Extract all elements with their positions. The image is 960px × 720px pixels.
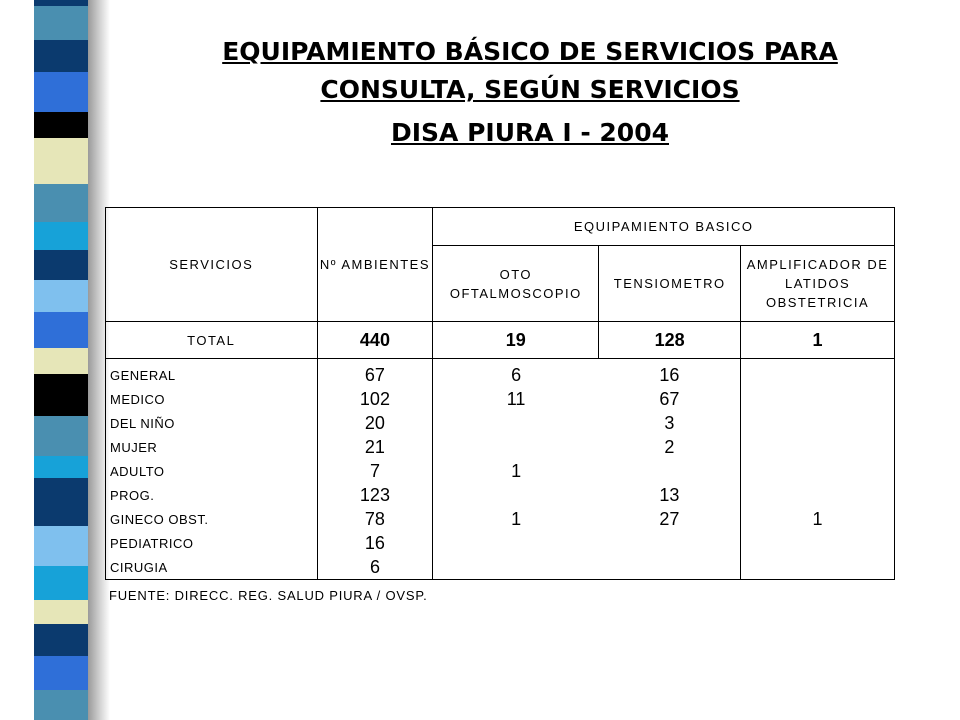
stripe-bar	[34, 250, 88, 280]
stripe-bar	[34, 566, 88, 600]
stripe-bar	[34, 112, 88, 138]
header-equipamiento: EQUIPAMIENTO BASICO	[433, 208, 895, 246]
stripe-bar	[34, 222, 88, 250]
total-label: TOTAL	[106, 322, 318, 359]
cell-tensiometro: 3	[664, 412, 675, 433]
stripe-bar	[34, 690, 88, 720]
cell-ambientes: 6	[317, 555, 433, 580]
total-oto: 19	[433, 322, 599, 359]
cell-tensiometro: 16	[659, 364, 680, 385]
cell-oto: 1	[511, 460, 522, 481]
stripe-edge	[0, 0, 34, 720]
source-note: FUENTE: DIRECC. REG. SALUD PIURA / OVSP.	[109, 588, 428, 603]
cell-oto	[433, 531, 599, 555]
cell-tensiometro	[599, 555, 741, 580]
table-row	[106, 507, 895, 531]
cell-label: MEDICO	[106, 387, 318, 411]
cell-amplificador: 1	[741, 507, 895, 531]
stripe-bar	[34, 40, 88, 72]
cell-amplificador	[741, 359, 895, 388]
cell-label: PEDIATRICO	[106, 531, 318, 555]
cell-oto	[433, 411, 599, 435]
cell-ambientes: 78	[317, 507, 433, 531]
cell-oto	[433, 435, 599, 459]
total-amplificador: 1	[741, 322, 895, 359]
header-amplificador: AMPLIFICADOR DE LATIDOS OBSTETRICIA	[741, 246, 895, 322]
stripe-bar	[34, 456, 88, 478]
title-line-2: CONSULTA, SEGÚN SERVICIOS	[320, 75, 740, 104]
table-row	[106, 359, 895, 388]
stripe-bar	[34, 280, 88, 312]
cell-oto: 1	[511, 508, 522, 529]
cell-tensiometro: 2	[664, 436, 675, 457]
stripe-bar	[34, 138, 88, 184]
cell-oto	[433, 483, 599, 507]
cell-oto	[433, 555, 599, 580]
stripe-bar	[34, 72, 88, 112]
table-row	[106, 555, 895, 580]
cell-tensiometro: 27	[659, 508, 680, 529]
decorative-stripe	[0, 0, 110, 720]
stripe-bar	[34, 416, 88, 456]
table-row	[106, 531, 895, 555]
stripe-bar	[34, 0, 88, 6]
cell-label: CIRUGIA	[106, 555, 318, 580]
stripe-bar	[34, 348, 88, 374]
table-row	[106, 483, 895, 507]
cell-amplificador	[741, 411, 895, 435]
cell-label: ADULTO	[106, 459, 318, 483]
stripe-bar	[34, 600, 88, 624]
cell-ambientes: 123	[317, 483, 433, 507]
cell-amplificador	[741, 459, 895, 483]
stripe-bar	[34, 374, 88, 416]
table-row	[106, 411, 895, 435]
cell-amplificador	[741, 555, 895, 580]
cell-ambientes: 21	[317, 435, 433, 459]
cell-label: MUJER	[106, 435, 318, 459]
cell-oto: 11	[506, 388, 526, 409]
cell-amplificador	[741, 531, 895, 555]
stripe-bar	[34, 526, 88, 566]
title-line-1: EQUIPAMIENTO BÁSICO DE SERVICIOS PARA	[222, 37, 838, 66]
cell-ambientes: 67	[317, 359, 433, 388]
cell-amplificador	[741, 483, 895, 507]
cell-tensiometro: 13	[659, 484, 680, 505]
stripe-bar	[34, 478, 88, 526]
cell-oto: 6	[511, 364, 522, 385]
table-row	[106, 387, 895, 411]
title-line-3: DISA PIURA I - 2004	[390, 118, 669, 147]
cell-tensiometro: 67	[659, 388, 680, 409]
cell-ambientes: 16	[317, 531, 433, 555]
equipment-table	[105, 207, 895, 580]
cell-tensiometro	[599, 459, 741, 483]
stripe-bar	[34, 6, 88, 40]
cell-amplificador	[741, 387, 895, 411]
header-servicios: SERVICIOS	[106, 208, 318, 322]
stripe-bar	[34, 312, 88, 348]
cell-ambientes: 102	[317, 387, 433, 411]
cell-label: GENERAL	[106, 359, 318, 388]
cell-label: PROG.	[106, 483, 318, 507]
stripe-bar	[34, 656, 88, 690]
cell-ambientes: 20	[317, 411, 433, 435]
stripe-bar	[34, 624, 88, 656]
table-row	[106, 435, 895, 459]
header-ambientes: Nº AMBIENTES	[317, 208, 433, 322]
cell-label: DEL NIÑO	[106, 411, 318, 435]
header-oto-oftalmoscopio: OTO OFTALMOSCOPIO	[433, 246, 599, 322]
cell-label: GINECO OBST.	[106, 507, 318, 531]
total-tensiometro: 128	[599, 322, 741, 359]
table-row	[106, 459, 895, 483]
header-tensiometro: TENSIOMETRO	[599, 246, 741, 322]
cell-tensiometro	[599, 531, 741, 555]
cell-amplificador	[741, 435, 895, 459]
total-ambientes: 440	[317, 322, 433, 359]
stripe-bar	[34, 184, 88, 222]
cell-ambientes: 7	[317, 459, 433, 483]
total-row	[106, 322, 895, 359]
